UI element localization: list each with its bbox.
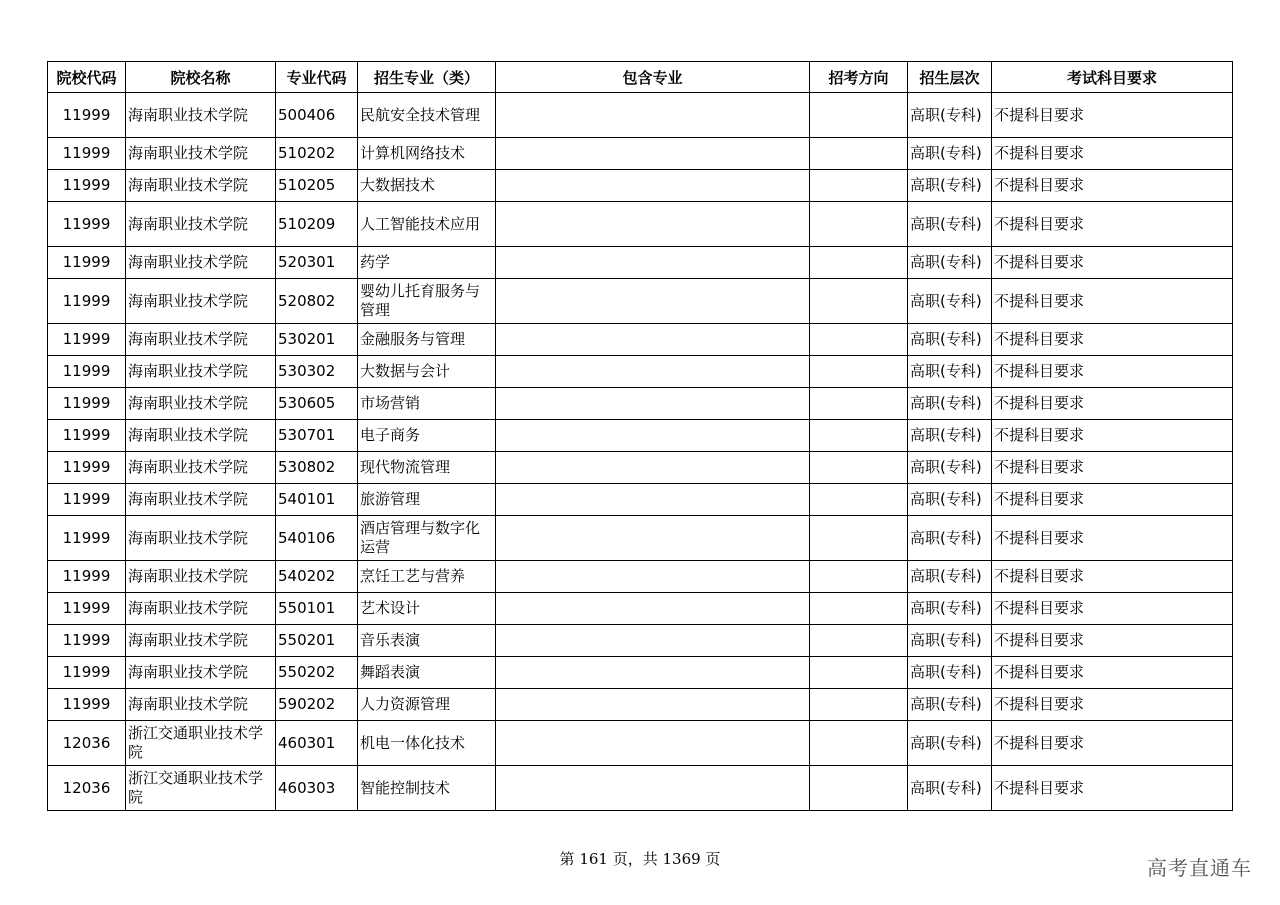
cell-requirement: 不提科目要求 xyxy=(992,93,1233,138)
cell-direction xyxy=(810,689,908,721)
cell-requirement: 不提科目要求 xyxy=(992,561,1233,593)
table-row xyxy=(48,689,1233,721)
cell-school-name: 海南职业技术学院 xyxy=(126,420,276,452)
cell-school-code: 11999 xyxy=(48,625,126,657)
cell-school-name: 海南职业技术学院 xyxy=(126,625,276,657)
table-row xyxy=(48,452,1233,484)
cell-school-code: 11999 xyxy=(48,170,126,202)
cell-school-code: 11999 xyxy=(48,452,126,484)
cell-level: 高职(专科) xyxy=(908,516,992,561)
cell-school-code: 11999 xyxy=(48,657,126,689)
cell-level: 高职(专科) xyxy=(908,657,992,689)
cell-included-majors xyxy=(496,593,810,625)
cell-direction xyxy=(810,356,908,388)
cell-major-code: 540106 xyxy=(276,516,358,561)
cell-major: 市场营销 xyxy=(358,388,496,420)
cell-school-code: 11999 xyxy=(48,202,126,247)
cell-major-code: 530802 xyxy=(276,452,358,484)
cell-included-majors xyxy=(496,388,810,420)
cell-major: 音乐表演 xyxy=(358,625,496,657)
cell-school-code: 12036 xyxy=(48,721,126,766)
cell-major: 烹饪工艺与营养 xyxy=(358,561,496,593)
cell-major: 现代物流管理 xyxy=(358,452,496,484)
table-row xyxy=(48,561,1233,593)
cell-school-code: 11999 xyxy=(48,484,126,516)
cell-major-code: 460303 xyxy=(276,766,358,811)
cell-major-code: 460301 xyxy=(276,721,358,766)
cell-major-code: 520802 xyxy=(276,279,358,324)
table-row xyxy=(48,420,1233,452)
cell-major-code: 550201 xyxy=(276,625,358,657)
cell-major: 智能控制技术 xyxy=(358,766,496,811)
watermark: 高考直通车 xyxy=(1147,856,1252,880)
cell-school-name: 海南职业技术学院 xyxy=(126,324,276,356)
table-row xyxy=(48,766,1233,811)
cell-school-name: 海南职业技术学院 xyxy=(126,593,276,625)
cell-included-majors xyxy=(496,356,810,388)
cell-major-code: 530701 xyxy=(276,420,358,452)
cell-requirement: 不提科目要求 xyxy=(992,689,1233,721)
cell-requirement: 不提科目要求 xyxy=(992,420,1233,452)
header-major: 招生专业（类） xyxy=(358,62,496,93)
cell-level: 高职(专科) xyxy=(908,170,992,202)
cell-major: 旅游管理 xyxy=(358,484,496,516)
cell-included-majors xyxy=(496,657,810,689)
cell-direction xyxy=(810,593,908,625)
cell-school-code: 11999 xyxy=(48,561,126,593)
cell-major-code: 520301 xyxy=(276,247,358,279)
page-number: 第 161 页，共 1369 页 xyxy=(559,850,721,868)
cell-school-name: 浙江交通职业技术学院 xyxy=(126,721,276,766)
cell-school-name: 海南职业技术学院 xyxy=(126,689,276,721)
table-row xyxy=(48,138,1233,170)
cell-school-code: 11999 xyxy=(48,689,126,721)
cell-requirement: 不提科目要求 xyxy=(992,516,1233,561)
cell-major-code: 510202 xyxy=(276,138,358,170)
cell-direction xyxy=(810,279,908,324)
cell-major: 婴幼儿托育服务与管理 xyxy=(358,279,496,324)
cell-major-code: 540101 xyxy=(276,484,358,516)
cell-included-majors xyxy=(496,279,810,324)
cell-major-code: 530605 xyxy=(276,388,358,420)
cell-requirement: 不提科目要求 xyxy=(992,721,1233,766)
cell-major: 计算机网络技术 xyxy=(358,138,496,170)
cell-level: 高职(专科) xyxy=(908,356,992,388)
cell-major-code: 550202 xyxy=(276,657,358,689)
cell-direction xyxy=(810,170,908,202)
cell-major-code: 510205 xyxy=(276,170,358,202)
cell-school-code: 11999 xyxy=(48,279,126,324)
table-row xyxy=(48,324,1233,356)
cell-major-code: 530302 xyxy=(276,356,358,388)
cell-requirement: 不提科目要求 xyxy=(992,625,1233,657)
cell-direction xyxy=(810,138,908,170)
cell-included-majors xyxy=(496,138,810,170)
cell-school-code: 12036 xyxy=(48,766,126,811)
cell-major-code: 550101 xyxy=(276,593,358,625)
cell-direction xyxy=(810,561,908,593)
header-requirement: 考试科目要求 xyxy=(992,62,1233,93)
header-row xyxy=(48,62,1233,93)
header-included-majors: 包含专业 xyxy=(496,62,810,93)
cell-requirement: 不提科目要求 xyxy=(992,766,1233,811)
cell-direction xyxy=(810,93,908,138)
cell-school-name: 海南职业技术学院 xyxy=(126,170,276,202)
table-row xyxy=(48,484,1233,516)
table-row xyxy=(48,93,1233,138)
table-row xyxy=(48,593,1233,625)
cell-direction xyxy=(810,484,908,516)
cell-level: 高职(专科) xyxy=(908,324,992,356)
table-row xyxy=(48,657,1233,689)
header-level: 招生层次 xyxy=(908,62,992,93)
cell-major-code: 530201 xyxy=(276,324,358,356)
cell-included-majors xyxy=(496,170,810,202)
cell-level: 高职(专科) xyxy=(908,202,992,247)
cell-major: 大数据与会计 xyxy=(358,356,496,388)
cell-requirement: 不提科目要求 xyxy=(992,657,1233,689)
cell-major: 人工智能技术应用 xyxy=(358,202,496,247)
cell-school-code: 11999 xyxy=(48,420,126,452)
table-row xyxy=(48,279,1233,324)
cell-major: 机电一体化技术 xyxy=(358,721,496,766)
cell-school-code: 11999 xyxy=(48,138,126,170)
cell-level: 高职(专科) xyxy=(908,689,992,721)
cell-major: 舞蹈表演 xyxy=(358,657,496,689)
cell-level: 高职(专科) xyxy=(908,721,992,766)
cell-school-name: 海南职业技术学院 xyxy=(126,516,276,561)
header-school-name: 院校名称 xyxy=(126,62,276,93)
cell-school-name: 海南职业技术学院 xyxy=(126,356,276,388)
table-row xyxy=(48,516,1233,561)
cell-direction xyxy=(810,324,908,356)
cell-major: 金融服务与管理 xyxy=(358,324,496,356)
cell-level: 高职(专科) xyxy=(908,484,992,516)
header-direction: 招考方向 xyxy=(810,62,908,93)
cell-direction xyxy=(810,420,908,452)
cell-school-code: 11999 xyxy=(48,593,126,625)
cell-school-name: 海南职业技术学院 xyxy=(126,484,276,516)
cell-requirement: 不提科目要求 xyxy=(992,324,1233,356)
header-school-code: 院校代码 xyxy=(48,62,126,93)
cell-included-majors xyxy=(496,324,810,356)
cell-direction xyxy=(810,247,908,279)
cell-direction xyxy=(810,202,908,247)
cell-level: 高职(专科) xyxy=(908,138,992,170)
cell-school-code: 11999 xyxy=(48,247,126,279)
cell-major-code: 540202 xyxy=(276,561,358,593)
cell-direction xyxy=(810,766,908,811)
cell-included-majors xyxy=(496,766,810,811)
cell-requirement: 不提科目要求 xyxy=(992,247,1233,279)
table-row xyxy=(48,625,1233,657)
cell-major: 民航安全技术管理 xyxy=(358,93,496,138)
cell-school-name: 海南职业技术学院 xyxy=(126,279,276,324)
cell-direction xyxy=(810,657,908,689)
cell-level: 高职(专科) xyxy=(908,625,992,657)
cell-requirement: 不提科目要求 xyxy=(992,388,1233,420)
cell-major: 艺术设计 xyxy=(358,593,496,625)
cell-included-majors xyxy=(496,452,810,484)
cell-school-name: 海南职业技术学院 xyxy=(126,388,276,420)
cell-school-name: 海南职业技术学院 xyxy=(126,452,276,484)
cell-level: 高职(专科) xyxy=(908,452,992,484)
cell-level: 高职(专科) xyxy=(908,766,992,811)
cell-major: 电子商务 xyxy=(358,420,496,452)
cell-direction xyxy=(810,721,908,766)
cell-requirement: 不提科目要求 xyxy=(992,452,1233,484)
cell-included-majors xyxy=(496,625,810,657)
cell-school-code: 11999 xyxy=(48,356,126,388)
table-row xyxy=(48,170,1233,202)
cell-included-majors xyxy=(496,484,810,516)
cell-major: 药学 xyxy=(358,247,496,279)
cell-school-name: 海南职业技术学院 xyxy=(126,657,276,689)
cell-major-code: 510209 xyxy=(276,202,358,247)
table-body xyxy=(48,93,1233,811)
cell-requirement: 不提科目要求 xyxy=(992,279,1233,324)
cell-direction xyxy=(810,388,908,420)
table-row xyxy=(48,202,1233,247)
cell-included-majors xyxy=(496,561,810,593)
cell-major: 酒店管理与数字化运营 xyxy=(358,516,496,561)
cell-requirement: 不提科目要求 xyxy=(992,356,1233,388)
cell-school-name: 浙江交通职业技术学院 xyxy=(126,766,276,811)
cell-included-majors xyxy=(496,689,810,721)
cell-included-majors xyxy=(496,93,810,138)
cell-direction xyxy=(810,452,908,484)
cell-level: 高职(专科) xyxy=(908,388,992,420)
cell-level: 高职(专科) xyxy=(908,420,992,452)
cell-level: 高职(专科) xyxy=(908,593,992,625)
cell-included-majors xyxy=(496,516,810,561)
cell-requirement: 不提科目要求 xyxy=(992,593,1233,625)
cell-school-name: 海南职业技术学院 xyxy=(126,138,276,170)
cell-school-name: 海南职业技术学院 xyxy=(126,202,276,247)
cell-school-code: 11999 xyxy=(48,388,126,420)
cell-direction xyxy=(810,625,908,657)
table-row xyxy=(48,356,1233,388)
cell-level: 高职(专科) xyxy=(908,561,992,593)
cell-school-name: 海南职业技术学院 xyxy=(126,561,276,593)
cell-included-majors xyxy=(496,202,810,247)
cell-requirement: 不提科目要求 xyxy=(992,170,1233,202)
cell-school-name: 海南职业技术学院 xyxy=(126,247,276,279)
table-row xyxy=(48,388,1233,420)
cell-major: 大数据技术 xyxy=(358,170,496,202)
cell-school-code: 11999 xyxy=(48,516,126,561)
cell-requirement: 不提科目要求 xyxy=(992,138,1233,170)
cell-included-majors xyxy=(496,247,810,279)
admissions-table xyxy=(47,61,1233,811)
table-row xyxy=(48,721,1233,766)
cell-major-code: 590202 xyxy=(276,689,358,721)
table-row xyxy=(48,247,1233,279)
header-major-code: 专业代码 xyxy=(276,62,358,93)
cell-direction xyxy=(810,516,908,561)
cell-requirement: 不提科目要求 xyxy=(992,202,1233,247)
cell-level: 高职(专科) xyxy=(908,279,992,324)
cell-requirement: 不提科目要求 xyxy=(992,484,1233,516)
cell-school-code: 11999 xyxy=(48,93,126,138)
cell-level: 高职(专科) xyxy=(908,93,992,138)
cell-school-name: 海南职业技术学院 xyxy=(126,93,276,138)
cell-level: 高职(专科) xyxy=(908,247,992,279)
cell-school-code: 11999 xyxy=(48,324,126,356)
cell-major-code: 500406 xyxy=(276,93,358,138)
cell-included-majors xyxy=(496,420,810,452)
cell-included-majors xyxy=(496,721,810,766)
cell-major: 人力资源管理 xyxy=(358,689,496,721)
